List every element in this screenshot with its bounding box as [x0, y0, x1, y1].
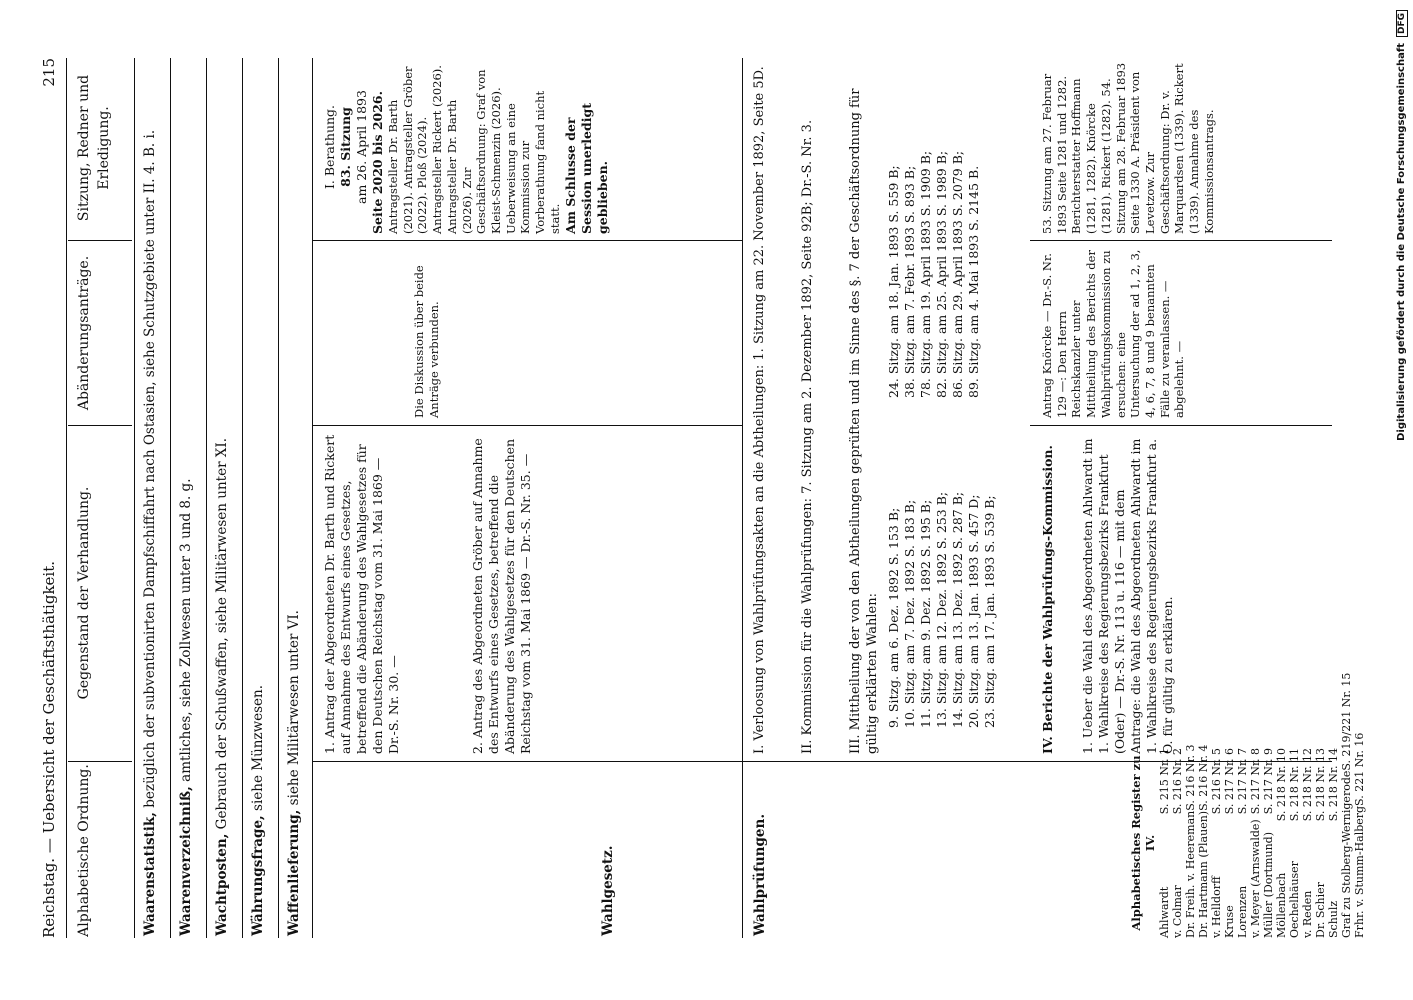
header-rule: [134, 58, 135, 938]
valid-election-entry: 14. Sitzg. am 13. Dez. 1892 S. 287 B;: [950, 491, 965, 728]
register-ref: S. 216 Nr. 3: [1184, 744, 1198, 811]
valid-election-entry: 86. Sitzg. am 29. April 1893 S. 2079 B;: [950, 150, 965, 398]
page-number: 215: [40, 58, 58, 87]
wahlgesetz-item-1: 1. Antrag der Abgeordneten Dr. Barth und Rickert auf Annahme des Entwurfs eines Gesetzes, betreffend die Abänderung des Wahlgesetzes für den Deutschen Reichstag vom 31. Mai 1869 — Dr.-S. Nr. 30. —: [322, 434, 401, 754]
register-name: Frhr. v. Stumm-Halberg: [1352, 805, 1366, 938]
register-name: Müller (Dortmund): [1261, 832, 1275, 938]
wahlpruefungen-iii: III. Mittheilung der von den Abtheilungen geprüften und im Sinne des §. 7 der Geschäftsordnung für gültig erklärten Wahlen:: [848, 88, 880, 754]
register-row: [1237, 748, 1250, 938]
register-ref: S. 217 Nr. 8: [1248, 748, 1262, 815]
valid-elections-right: [886, 68, 982, 398]
row-rule: [206, 58, 207, 938]
col-header-amendments: Abänderungsanträge.: [76, 255, 92, 411]
col-divider: [312, 425, 742, 426]
register-name: Dr. Schier: [1313, 882, 1327, 938]
register-row: [1289, 748, 1302, 938]
register-ref: S. 218 Nr. 12: [1300, 748, 1314, 822]
valid-elections-left: [886, 398, 998, 728]
session-date: am 26. April 1893: [354, 90, 369, 204]
col-divider: [312, 240, 742, 241]
register-ref: S. 221 Nr. 16: [1352, 732, 1366, 806]
wahlpruefungen-iv-heading: IV. Berichte der Wahlprüfungs-Kommission.: [1040, 445, 1055, 754]
register-ref: S. 219/221 Nr. 15: [1339, 672, 1353, 771]
digitization-credit: [1396, 10, 1413, 990]
wahlgesetz-amendment-note: Die Diskussion über beide Anträge verbunden.: [412, 265, 441, 418]
register-ref: S. 218 Nr. 10: [1274, 748, 1288, 822]
col-header-session: Sitzung, Redner und Erledigung.: [76, 74, 113, 222]
session-heading: I. Berathung.: [322, 104, 337, 190]
crossref-text: siehe Münzwesen.: [250, 684, 266, 811]
register-name: v. Helldorff: [1210, 876, 1223, 938]
valid-election-entry: 78. Sitzg. am 19. April 1893 S. 1909 B;: [918, 150, 933, 398]
register-ref: S. 216 Nr. 2: [1171, 748, 1185, 815]
valid-election-entry: 24. Sitzg. am 18. Jan. 1893 S. 559 B;: [886, 165, 901, 398]
register-name: Möllenbach: [1274, 872, 1288, 938]
register-ref: S. 218 Nr. 14: [1326, 748, 1340, 822]
register-name: Lorenzen: [1235, 885, 1249, 938]
register-name: v. Colmar: [1171, 885, 1185, 938]
register-name: Kruse: [1222, 905, 1236, 938]
valid-election-entry: 10. Sitzg. am 7. Dez. 1892 S. 183 B;: [902, 499, 917, 728]
valid-election-entry: 82. Sitzg. am 25. April 1893 S. 1989 B;: [934, 150, 949, 398]
crossref-text: bezüglich der subventionirten Dampfschiffahrt nach Ostasien, siehe Schutzgebiete unter II. 4. B. i.: [142, 129, 158, 808]
register-ref: S. 216 Nr. 5: [1210, 748, 1223, 815]
row-rule: [312, 58, 313, 938]
crossref-row: [178, 479, 194, 937]
col-divider: [68, 240, 132, 241]
register-ref: S. 216 Nr. 4: [1197, 744, 1211, 811]
wahlpruefungen-iv-item-1: 1. Ueber die Wahl des Abgeordneten Ahlwardt im 1. Wahlkreise des Regierungsbezirks Frankfurt (Oder) — Dr.-S. Nr. 113 u. 116 — mit dem Antrage: die Wahl des Abgeordneten Ahlwardt im 1. Wahlkreise des Regierungsbezirks Frankfurt a. O. für gültig zu erklären.: [1080, 438, 1175, 754]
register-name: Schulz: [1326, 900, 1340, 938]
register-row: [1250, 748, 1263, 938]
wahlpruefungen-iv-session: 53. Sitzung am 27. Februar 1893 Seite 1281 und 1282. Berichterstatter Hoffmann (1281, 1282). Knörcke (1281). Rickert (1282). 54. Sitzung am 28. Februar 1893 Seite 1330 A. Präsident von Levetzow. Zur Geschäftsordnung: Dr. v. Marquardsen (1339). Rickert (1339). Annahme des Kommissionsantrags.: [1040, 62, 1216, 234]
register-name: Dr. Hartmann (Plauen): [1197, 810, 1211, 938]
register-row: [1339, 672, 1354, 938]
col-divider: [1030, 425, 1332, 426]
register-heading: Alphabetisches Register zu IV.: [1129, 755, 1157, 931]
register-ref: S. 217 Nr. 9: [1261, 748, 1275, 815]
running-head-title: Reichstag. — Uebersicht der Geschäftsthätigkeit.: [40, 561, 58, 938]
valid-election-entry: 38. Sitzg. am 7. Febr. 1893 S. 893 B;: [902, 165, 917, 398]
register-row: [1352, 732, 1367, 938]
crossref-label: Waarenverzeichniß,: [178, 786, 194, 936]
register-row: [1328, 748, 1341, 938]
session-end: Am Schlusse der Session unerledigt geblieben.: [562, 103, 610, 234]
wahlpruefungen-iv-amendment: Antrag Knörcke — Dr.-S. Nr. 129 —: Den Herrn Reichskanzler unter Mittheilung des Berichts der Wahlprüfungskommission zu ersuchen: eine Untersuchung der ad 1, 2, 3, 4, 6, 7, 8 und 9 benannten Fälle zu veranlassen. — abgelehnt. —: [1040, 249, 1187, 418]
col-divider: [1030, 240, 1332, 241]
row-rule: [278, 58, 279, 938]
register-name: Dr. Freih. v. Heereman: [1184, 810, 1198, 938]
col-divider: [68, 761, 132, 762]
register-ref: S. 218 Nr. 13: [1313, 748, 1327, 822]
register-row: [1263, 748, 1276, 938]
crossref-label: Wachtposten,: [214, 833, 230, 936]
session-result: Ueberweisung an eine Kommission zur Vorberathung fand nicht statt.: [503, 90, 562, 234]
register-name: v. Reden: [1300, 890, 1314, 938]
register-row: [1302, 748, 1315, 938]
register-ref: S. 217 Nr. 7: [1235, 748, 1249, 815]
register-name: Ahlwardt: [1158, 886, 1172, 938]
register-ref: S. 218 Nr. 11: [1287, 748, 1301, 822]
crossref-row: [286, 610, 302, 936]
row-rule: [242, 58, 243, 938]
register-name: Oechelhäuser: [1287, 861, 1301, 938]
register-row: [1276, 748, 1289, 938]
wahlgesetz-item-2: 2. Antrag des Abgeordneten Gröber auf Annahme des Entwurfs eines Gesetzes, betreffend die Abänderung des Wahlgesetzes für den Deutschen Reichstag vom 31. Mai 1869 — Dr.-S. Nr. 35. —: [470, 438, 533, 754]
crossref-text: Gebrauch der Schußwaffen, siehe Militärwesen unter XI.: [214, 437, 230, 830]
valid-election-entry: 23. Sitzg. am 17. Jan. 1893 S. 539 B;: [982, 495, 997, 728]
wahlpruefungen-i: I. Verloosung von Wahlprüfungsakten an die Abtheilungen: 1. Sitzung am 22. November 1892, Seite 5D.: [752, 66, 767, 754]
valid-election-entry: 9. Sitzg. am 6. Dez. 1892 S. 153 B;: [886, 507, 901, 728]
row-rule: [170, 58, 171, 938]
crossref-text: siehe Militärwesen unter VI.: [286, 610, 302, 806]
session-pages: Seite 2020 bis 2026.: [370, 91, 385, 234]
session-speakers: Antragsteller Dr. Barth (2021). Antragsteller Gröber (2022). Ploß (2024). Antragsteller Rickert (2026). Antragsteller Dr. Barth (2026). Zur Geschäftsordnung: Graf von Kleist-Schmenzin (2026).: [386, 65, 504, 234]
wahlpruefungen-label: Wahlprüfungen.: [752, 813, 768, 936]
wahlpruefungen-ii: II. Kommission für die Wahlprüfungen: 7. Sitzung am 2. Dezember 1892, Seite 92B; Dr.-S. Nr. 3.: [800, 119, 815, 754]
wahlgesetz-session: [322, 60, 611, 234]
session-number: 83. Sitzung: [338, 107, 353, 187]
dfg-logo: DFG: [1396, 10, 1408, 37]
valid-election-entry: 20. Sitzg. am 13. Jan. 1893 S. 457 D;: [966, 494, 981, 728]
crossref-label: Währungsfrage,: [250, 815, 266, 936]
register-name: v. Meyer (Arnswalde): [1248, 819, 1262, 938]
head-rule: [66, 58, 67, 938]
crossref-label: Waffenlieferung,: [286, 809, 302, 936]
document-page: [40, 58, 1366, 938]
crossref-row: [250, 685, 266, 936]
crossref-text: amtliches, siehe Zollwesen unter 3 und 8. g.: [178, 478, 194, 782]
crossref-row: [142, 130, 158, 936]
valid-election-entry: 89. Sitzg. am 4. Mai 1893 S. 2145 B.: [966, 165, 981, 398]
valid-election-entry: 13. Sitzg. am 12. Dez. 1892 S. 253 B;: [934, 491, 949, 728]
alphabetical-register: [1129, 672, 1367, 938]
register-row: [1315, 748, 1328, 938]
valid-election-entry: 11. Sitzg. am 9. Dez. 1892 S. 195 B;: [918, 499, 933, 728]
crossref-label: Waarenstatistik,: [142, 812, 158, 936]
col-header-alphabetical: Alphabetische Ordnung.: [76, 764, 92, 937]
register-ref: S. 215 Nr. 1: [1158, 748, 1172, 815]
register-ref: S. 217 Nr. 6: [1222, 748, 1236, 815]
register-name: Graf zu Stolberg-Wernigerode: [1339, 770, 1353, 938]
col-header-subject: Gegenstand der Verhandlung.: [76, 486, 92, 700]
col-divider: [312, 761, 742, 762]
register-row: [1224, 748, 1237, 938]
col-divider: [68, 425, 132, 426]
running-head: [40, 58, 64, 938]
crossref-row: [214, 438, 230, 936]
credit-text: Digitalisierung gefördert durch die Deutsche Forschungsgemeinschaft: [1396, 43, 1407, 441]
wahlgesetz-label: Wahlgesetz.: [600, 845, 616, 936]
row-rule: [742, 58, 743, 938]
